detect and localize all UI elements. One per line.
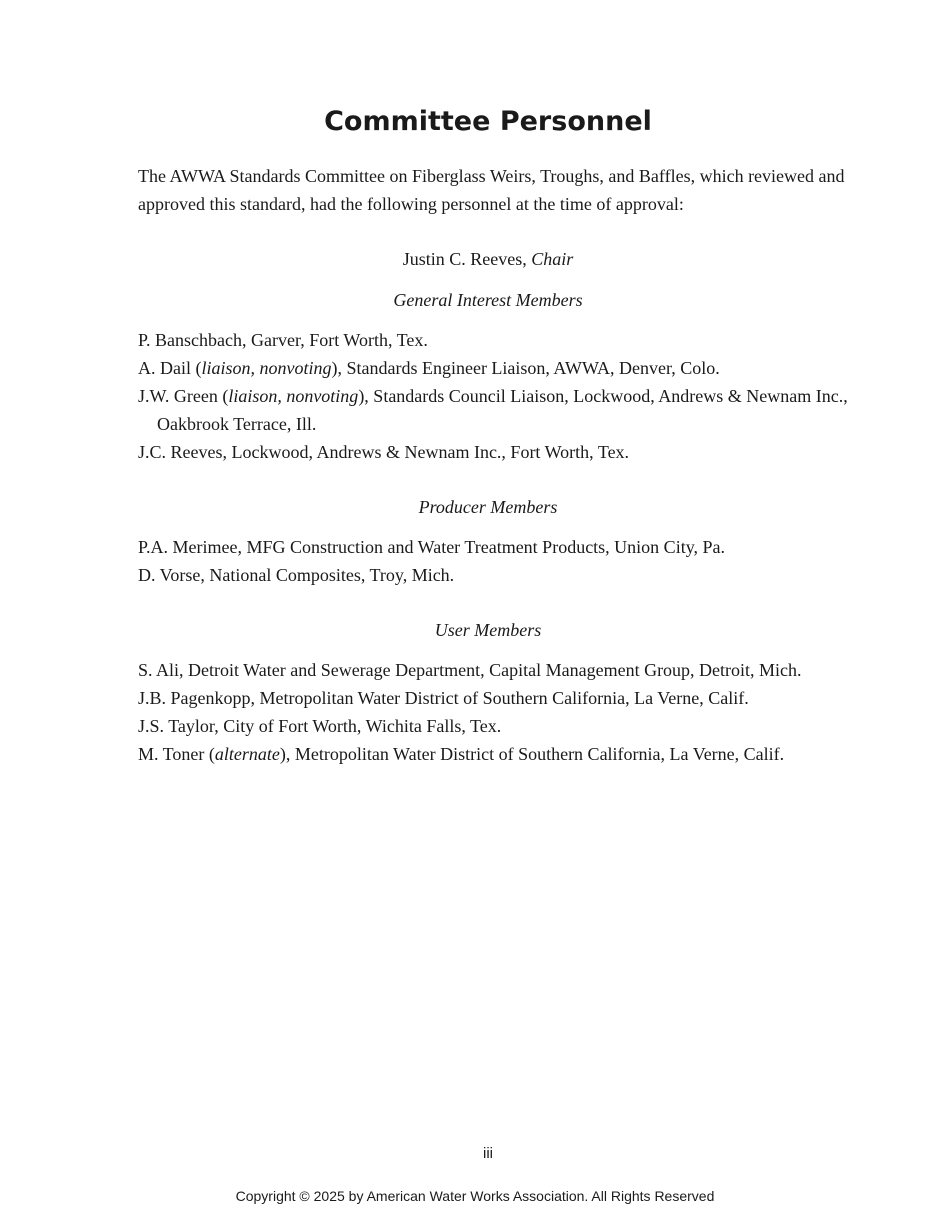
list-item bbox=[138, 326, 850, 354]
member-text-rest: ), Metropolitan Water District of Southern California, La Verne, Calif. bbox=[279, 744, 785, 764]
member-text: D. Vorse, National Composites, Troy, Mich. bbox=[138, 565, 455, 585]
section-heading-producer: Producer Members bbox=[418, 497, 558, 517]
list-item bbox=[138, 740, 850, 768]
member-note: liaison, nonvoting bbox=[228, 386, 359, 406]
producer-member-list bbox=[138, 533, 850, 589]
chair-role: Chair bbox=[531, 249, 574, 269]
section-heading-user: User Members bbox=[434, 620, 542, 640]
list-item bbox=[138, 438, 850, 466]
member-text: P. Banschbach, Garver, Fort Worth, Tex. bbox=[138, 330, 428, 350]
member-note: liaison, nonvoting bbox=[201, 358, 332, 378]
chair-name: Justin C. Reeves, bbox=[402, 249, 527, 269]
page-number: iii bbox=[483, 1145, 493, 1162]
member-text: J.W. Green ( bbox=[138, 386, 229, 406]
list-item bbox=[138, 533, 850, 561]
copyright-footer: Copyright © 2025 by American Water Works Association. All Rights Reserved bbox=[235, 1188, 715, 1204]
member-note: alternate bbox=[214, 744, 280, 764]
member-text: M. Toner ( bbox=[138, 744, 215, 764]
list-item bbox=[138, 354, 850, 382]
list-item bbox=[138, 656, 850, 684]
member-text: J.C. Reeves, Lockwood, Andrews & Newnam Inc., Fort Worth, Tex. bbox=[138, 442, 630, 462]
member-text: J.S. Taylor, City of Fort Worth, Wichita Falls, Tex. bbox=[138, 716, 502, 736]
intro-paragraph: The AWWA Standards Committee on Fiberglass Weirs, Troughs, and Baffles, which reviewed and approved this standard, had the following personnel at the time of approval: bbox=[138, 166, 845, 214]
list-item bbox=[138, 684, 850, 712]
page-title: Committee Personnel bbox=[324, 106, 652, 137]
list-item bbox=[138, 382, 850, 438]
user-member-list bbox=[138, 656, 850, 768]
member-text: P.A. Merimee, MFG Construction and Water Treatment Products, Union City, Pa. bbox=[138, 537, 726, 557]
member-text: S. Ali, Detroit Water and Sewerage Department, Capital Management Group, Detroit, Mich. bbox=[138, 660, 802, 680]
committee-chair bbox=[0, 247, 950, 271]
member-text-rest: ), Standards Engineer Liaison, AWWA, Denver, Colo. bbox=[331, 358, 720, 378]
section-heading-general-interest: General Interest Members bbox=[393, 290, 583, 310]
general-interest-member-list bbox=[138, 326, 850, 466]
list-item bbox=[138, 561, 850, 589]
member-text: J.B. Pagenkopp, Metropolitan Water District of Southern California, La Verne, Calif. bbox=[138, 688, 749, 708]
list-item bbox=[138, 712, 850, 740]
member-text: A. Dail ( bbox=[138, 358, 202, 378]
member-text-rest: ), Standards Council Liaison, Lockwood, Andrews & Newnam Inc., Oakbrook Terrace, Ill. bbox=[157, 386, 848, 434]
